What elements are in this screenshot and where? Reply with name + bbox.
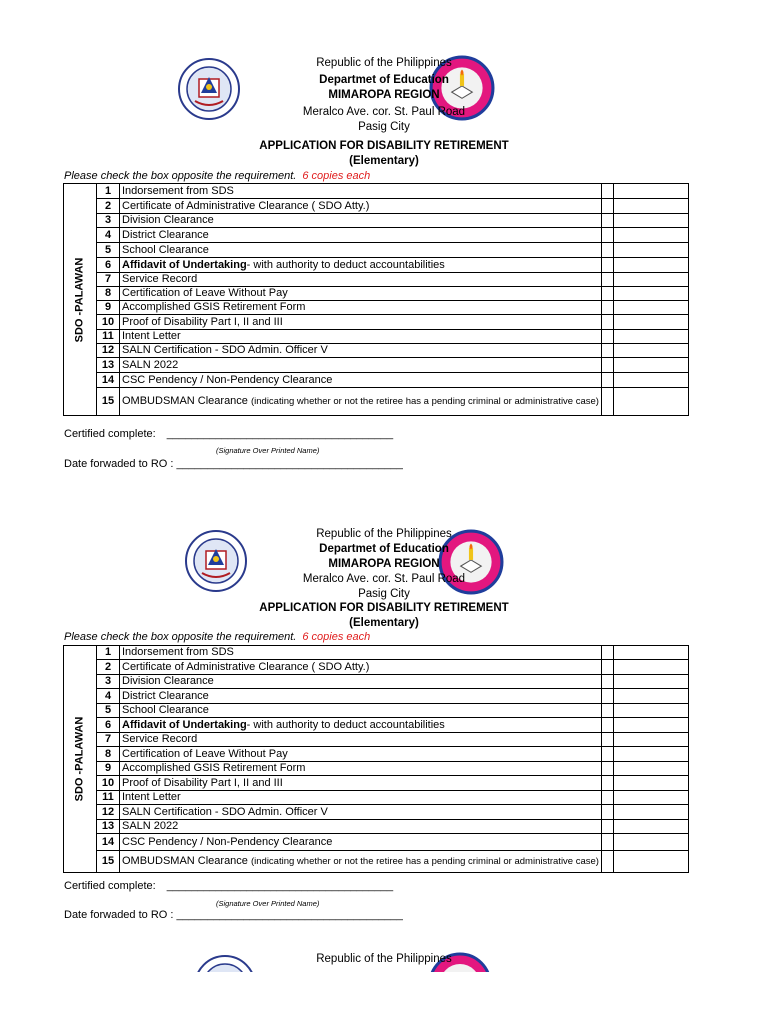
item-text: Certification of Leave Without Pay: [122, 287, 288, 299]
sdo-palawan-label: SDO -PALAWAN: [73, 257, 86, 342]
check-box-cell[interactable]: [601, 214, 613, 228]
item-description: [120, 834, 602, 851]
requirement-row: [64, 718, 689, 733]
requirement-row: [64, 287, 689, 301]
item-number: 8: [97, 287, 120, 301]
item-number: 4: [97, 689, 120, 704]
check-box-cell[interactable]: [601, 199, 613, 214]
item-note: (indicating whether or not the retiree has a pending criminal or administrative case): [250, 856, 599, 867]
requirement-row: [64, 199, 689, 214]
requirement-row: [64, 358, 689, 373]
item-description: [120, 660, 602, 675]
item-text: CSC Pendency / Non-Pendency Clearance: [122, 835, 333, 848]
item-description: [120, 388, 602, 416]
remarks-cell[interactable]: [613, 273, 688, 287]
item-text: Indorsement from SDS: [122, 646, 234, 658]
item-description: [120, 373, 602, 388]
requirements-table: [63, 645, 689, 873]
form-title: APPLICATION FOR DISABILITY RETIREMENT: [259, 602, 509, 614]
item-description: [120, 704, 602, 718]
check-box-cell[interactable]: [601, 820, 613, 834]
city-line: Pasig City: [358, 121, 410, 133]
remarks-cell[interactable]: [613, 747, 688, 762]
certified-complete: [64, 880, 393, 892]
item-number: 1: [97, 184, 120, 199]
item-description: [120, 762, 602, 776]
certified-label: Certified complete:: [64, 880, 156, 892]
item-text: Certification of Leave Without Pay: [122, 747, 288, 760]
item-number: 1: [97, 646, 120, 660]
requirement-row: [64, 373, 689, 388]
item-description: [120, 315, 602, 330]
department-line: Departmet of Education: [319, 74, 449, 86]
copies-note: 6 copies each: [302, 631, 371, 643]
remarks-cell[interactable]: [613, 704, 688, 718]
item-number: 6: [97, 258, 120, 273]
check-box-cell[interactable]: [601, 373, 613, 388]
item-description: [120, 689, 602, 704]
item-text: Certificate of Administrative Clearance ( SDO Atty.): [122, 199, 370, 212]
check-box-cell[interactable]: [601, 273, 613, 287]
requirement-row: [64, 762, 689, 776]
remarks-cell[interactable]: [613, 762, 688, 776]
item-text: School Clearance: [122, 243, 209, 256]
address-line: Meralco Ave. cor. St. Paul Road: [302, 573, 466, 585]
remarks-cell[interactable]: [613, 689, 688, 704]
item-description: [120, 358, 602, 373]
requirement-row: [64, 791, 689, 805]
check-box-cell[interactable]: [601, 834, 613, 851]
requirement-row: [64, 184, 689, 199]
instruction-line: [64, 170, 370, 182]
form-subtitle: (Elementary): [349, 155, 419, 167]
check-box-cell[interactable]: [601, 733, 613, 747]
remarks-cell[interactable]: [613, 243, 688, 258]
check-box-cell[interactable]: [601, 344, 613, 358]
item-number: 6: [97, 718, 120, 733]
requirement-row: [64, 704, 689, 718]
form-subtitle: (Elementary): [349, 617, 419, 629]
item-description: [120, 791, 602, 805]
requirements-rows: [64, 184, 689, 416]
item-text: SALN 2022: [122, 358, 179, 371]
instruction-text: Please check the box opposite the requirement.: [64, 170, 297, 182]
remarks-cell[interactable]: [613, 646, 688, 660]
republic-line: Republic of the Philippines: [316, 57, 452, 69]
item-description: [120, 184, 602, 199]
copies-note: 6 copies each: [302, 170, 371, 182]
check-box-cell[interactable]: [601, 388, 613, 416]
remarks-cell[interactable]: [613, 733, 688, 747]
remarks-cell[interactable]: [613, 258, 688, 273]
item-text: SALN 2022: [122, 820, 179, 832]
item-number: 15: [97, 388, 120, 416]
item-text: Intent Letter: [122, 791, 181, 803]
requirement-row: [64, 851, 689, 873]
remarks-cell[interactable]: [613, 388, 688, 416]
item-description: [120, 718, 602, 733]
form-1: [0, 55, 768, 470]
requirement-row: [64, 301, 689, 315]
letterhead: [0, 55, 768, 168]
signature-caption: (Signature Over Printed Name): [216, 899, 320, 908]
item-number: 13: [97, 358, 120, 373]
item-text: Intent Letter: [122, 330, 181, 342]
form-title: APPLICATION FOR DISABILITY RETIREMENT: [259, 140, 509, 152]
remarks-cell[interactable]: [613, 834, 688, 851]
item-description: [120, 330, 602, 344]
check-box-cell[interactable]: [601, 358, 613, 373]
item-number: 2: [97, 199, 120, 214]
check-box-cell[interactable]: [601, 301, 613, 315]
requirement-row: [64, 388, 689, 416]
requirement-row: [64, 646, 689, 660]
requirement-row: [64, 243, 689, 258]
requirement-row: [64, 273, 689, 287]
requirement-row: [64, 776, 689, 791]
remarks-cell[interactable]: [613, 301, 688, 315]
date-forwarded: [64, 458, 403, 470]
requirement-row: [64, 733, 689, 747]
item-number: 4: [97, 228, 120, 243]
item-description: [120, 851, 602, 873]
requirement-row: [64, 214, 689, 228]
item-description: [120, 301, 602, 315]
item-text: SALN Certification - SDO Admin. Officer V: [122, 805, 328, 818]
requirement-row: [64, 330, 689, 344]
check-box-cell[interactable]: [601, 258, 613, 273]
item-number: 15: [97, 851, 120, 873]
certified-complete: [64, 428, 393, 440]
requirement-row: [64, 834, 689, 851]
date-forwarded: [64, 909, 403, 921]
item-description: [120, 273, 602, 287]
requirement-row: [64, 228, 689, 243]
item-number: 7: [97, 733, 120, 747]
region-line: MIMAROPA REGION: [328, 89, 440, 101]
certified-signature-line: _____________________________________: [166, 428, 394, 440]
item-number: 8: [97, 747, 120, 762]
item-description: [120, 228, 602, 243]
remarks-cell[interactable]: [613, 660, 688, 675]
item-number: 10: [97, 776, 120, 791]
requirement-row: [64, 675, 689, 689]
item-number: 12: [97, 344, 120, 358]
check-box-cell[interactable]: [601, 675, 613, 689]
side-label-cell: [64, 184, 97, 416]
check-box-cell[interactable]: [601, 689, 613, 704]
remarks-cell[interactable]: [613, 373, 688, 388]
item-text: Indorsement from SDS: [122, 184, 234, 197]
item-number: 7: [97, 273, 120, 287]
item-number: 13: [97, 820, 120, 834]
check-box-cell[interactable]: [601, 805, 613, 820]
remarks-cell[interactable]: [613, 287, 688, 301]
item-text: Service Record: [122, 273, 198, 285]
side-label-cell: [64, 646, 97, 873]
address-line: Meralco Ave. cor. St. Paul Road: [302, 106, 466, 118]
item-text: Proof of Disability Part I, II and III: [122, 315, 283, 328]
date-line: _____________________________________: [176, 909, 403, 921]
item-text: Certificate of Administrative Clearance ( SDO Atty.): [122, 660, 370, 673]
remarks-cell[interactable]: [613, 820, 688, 834]
item-description: [120, 243, 602, 258]
remarks-cell[interactable]: [613, 214, 688, 228]
requirement-row: [64, 747, 689, 762]
instruction-line: [64, 631, 370, 643]
remarks-cell[interactable]: [613, 851, 688, 873]
item-number: 3: [97, 214, 120, 228]
sdo-palawan-label: SDO -PALAWAN: [73, 716, 86, 802]
remarks-cell[interactable]: [613, 675, 688, 689]
remarks-cell[interactable]: [613, 315, 688, 330]
city-line: Pasig City: [358, 588, 410, 600]
item-description: [120, 258, 602, 273]
remarks-cell[interactable]: [613, 805, 688, 820]
item-text: Proof of Disability Part I, II and III: [122, 776, 283, 789]
instruction-text: Please check the box opposite the requirement.: [64, 631, 297, 643]
department-line: Departmet of Education: [319, 543, 449, 555]
item-note: (indicating whether or not the retiree has a pending criminal or administrative case): [250, 396, 599, 407]
item-number: 14: [97, 373, 120, 388]
item-text: OMBUDSMAN Clearance: [122, 395, 251, 407]
requirement-row: [64, 344, 689, 358]
check-box-cell[interactable]: [601, 330, 613, 344]
certified-label: Certified complete:: [64, 428, 156, 440]
remarks-cell[interactable]: [613, 184, 688, 199]
item-text: District Clearance: [122, 689, 209, 702]
remarks-cell[interactable]: [613, 330, 688, 344]
item-text: Division Clearance: [122, 675, 214, 687]
republic-line: Republic of the Philippines: [316, 528, 452, 540]
check-box-cell[interactable]: [601, 776, 613, 791]
remarks-cell[interactable]: [613, 344, 688, 358]
item-bold-text: Affidavit of Undertaking: [122, 718, 247, 731]
item-number: 11: [97, 330, 120, 344]
item-text: District Clearance: [122, 228, 209, 241]
check-box-cell[interactable]: [601, 791, 613, 805]
item-number: 12: [97, 805, 120, 820]
requirements-table: [63, 183, 689, 416]
requirement-row: [64, 660, 689, 675]
remarks-cell[interactable]: [613, 776, 688, 791]
remarks-cell[interactable]: [613, 199, 688, 214]
date-line: _____________________________________: [176, 458, 403, 470]
item-description: [120, 214, 602, 228]
item-text: Division Clearance: [122, 214, 214, 226]
remarks-cell[interactable]: [613, 791, 688, 805]
form-2: [0, 525, 768, 921]
item-number: 2: [97, 660, 120, 675]
requirement-row: [64, 805, 689, 820]
check-box-cell[interactable]: [601, 287, 613, 301]
check-box-cell[interactable]: [601, 228, 613, 243]
signature-caption: (Signature Over Printed Name): [216, 446, 320, 455]
item-description: [120, 344, 602, 358]
check-box-cell[interactable]: [601, 747, 613, 762]
item-number: 3: [97, 675, 120, 689]
item-text: - with authority to deduct accountabilities: [246, 718, 445, 731]
item-number: 9: [97, 301, 120, 315]
item-number: 14: [97, 834, 120, 851]
date-label: Date forwaded to RO :: [64, 458, 174, 470]
republic-line: Republic of the Philippines: [316, 953, 452, 965]
item-text: - with authority to deduct accountabilities: [246, 258, 445, 271]
item-text: Accomplished GSIS Retirement Form: [122, 762, 306, 774]
date-label: Date forwaded to RO :: [64, 909, 174, 921]
region-line: MIMAROPA REGION: [328, 558, 440, 570]
check-box-cell[interactable]: [601, 315, 613, 330]
item-description: [120, 805, 602, 820]
check-box-cell[interactable]: [601, 704, 613, 718]
check-box-cell[interactable]: [601, 243, 613, 258]
item-description: [120, 287, 602, 301]
check-box-cell[interactable]: [601, 660, 613, 675]
item-number: 11: [97, 791, 120, 805]
remarks-cell[interactable]: [613, 718, 688, 733]
check-box-cell[interactable]: [601, 718, 613, 733]
item-description: [120, 820, 602, 834]
requirement-row: [64, 689, 689, 704]
item-description: [120, 675, 602, 689]
remarks-cell[interactable]: [613, 358, 688, 373]
requirement-row: [64, 258, 689, 273]
item-description: [120, 733, 602, 747]
item-text: Service Record: [122, 733, 198, 745]
item-text: CSC Pendency / Non-Pendency Clearance: [122, 373, 333, 386]
item-description: [120, 199, 602, 214]
item-bold-text: Affidavit of Undertaking: [122, 258, 247, 271]
check-box-cell[interactable]: [601, 646, 613, 660]
check-box-cell[interactable]: [601, 184, 613, 199]
form-3: [0, 950, 768, 972]
certified-signature-line: _____________________________________: [166, 880, 394, 892]
check-box-cell[interactable]: [601, 762, 613, 776]
item-text: OMBUDSMAN Clearance: [122, 855, 251, 867]
requirement-row: [64, 820, 689, 834]
item-description: [120, 776, 602, 791]
remarks-cell[interactable]: [613, 228, 688, 243]
item-description: [120, 646, 602, 660]
item-text: Accomplished GSIS Retirement Form: [122, 301, 306, 313]
requirements-rows: [64, 646, 689, 873]
item-number: 10: [97, 315, 120, 330]
item-text: School Clearance: [122, 704, 209, 716]
check-box-cell[interactable]: [601, 851, 613, 873]
requirement-row: [64, 315, 689, 330]
item-number: 5: [97, 243, 120, 258]
letterhead: [0, 525, 768, 638]
item-number: 9: [97, 762, 120, 776]
item-text: SALN Certification - SDO Admin. Officer V: [122, 344, 328, 356]
item-number: 5: [97, 704, 120, 718]
item-description: [120, 747, 602, 762]
